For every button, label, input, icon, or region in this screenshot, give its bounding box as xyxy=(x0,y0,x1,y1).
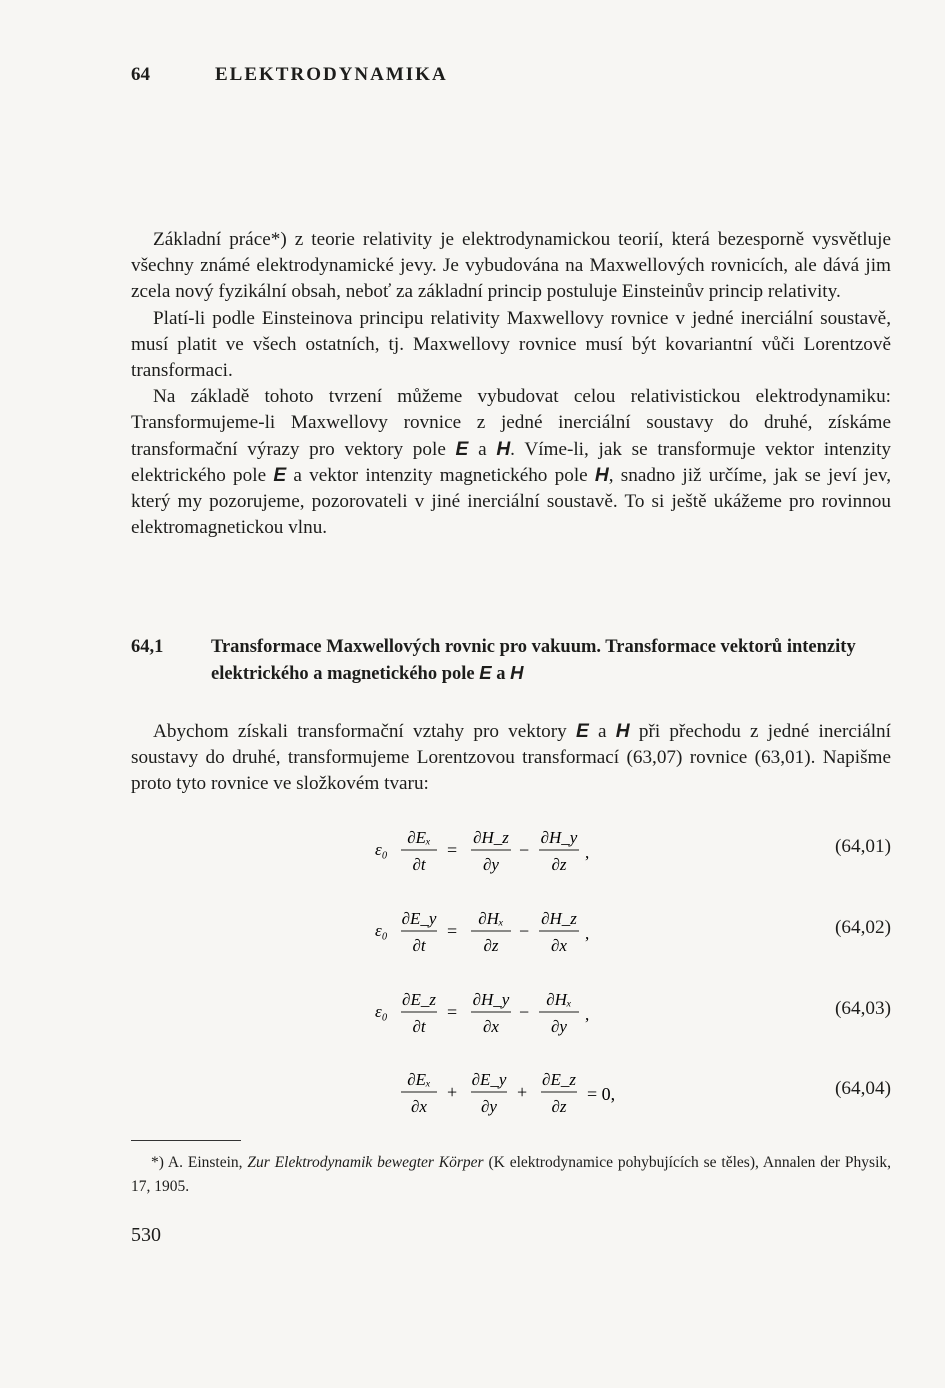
trailing-comma: , xyxy=(585,1005,590,1024)
lead-paragraph xyxy=(131,719,891,798)
equation-number: (64,01) xyxy=(835,836,891,857)
fraction-numerator: ∂Hₓ xyxy=(546,990,572,1009)
fraction-numerator: ∂H_y xyxy=(472,990,510,1009)
section-title xyxy=(211,635,891,687)
fraction-numerator: ∂Hₓ xyxy=(478,909,504,928)
equation-64-01-formula xyxy=(371,822,631,882)
section-title-text: Transformace Maxwellových rovnic pro vakuum. Transformace vektorů intenzity elektrického a magnetického pole xyxy=(211,637,856,684)
section-heading xyxy=(131,635,891,687)
fraction-denominator: ∂z xyxy=(551,855,567,874)
vector-h: H xyxy=(594,464,609,486)
fraction-numerator: ∂Eₓ xyxy=(407,828,431,847)
lead-text-a: Abychom získali transformační vztahy pro vektory xyxy=(153,721,576,742)
equation-64-02-formula xyxy=(371,903,631,963)
folio-page-number: 530 xyxy=(131,1224,161,1246)
equation-64-03-formula xyxy=(371,984,631,1044)
fraction-denominator: ∂y xyxy=(483,855,499,874)
paragraph-2: Platí-li podle Einsteinova principu relativity Maxwellovy rovnice v jedné inerciální soustavě, musí platit ve všech ostatních, tj. Maxwellovy rovnice musí být kovariantní vůči Lorentzově transformaci. xyxy=(131,307,891,382)
equation-number: (64,03) xyxy=(835,998,891,1019)
equation-64-04 xyxy=(131,1064,891,1124)
paragraph-1: Základní práce*) z teorie relativity je elektrodynamickou teorií, která bezesporně vysvětluje všechny známé elektrodynamické jevy. Je vybudována na Maxwellových rovnicích, ale dává jim zcela nový fyzikální obsah, neboť za základní princip postuluje Einsteinův princip relativity. xyxy=(131,229,891,303)
epsilon-symbol: ε₀ xyxy=(375,840,388,859)
intro-text xyxy=(131,227,891,541)
fraction-denominator: ∂x xyxy=(483,1017,499,1036)
fraction-numerator: ∂H_y xyxy=(540,828,578,847)
vector-h: H xyxy=(615,721,630,742)
equation-64-02 xyxy=(131,903,891,963)
vector-e: E xyxy=(479,662,492,683)
conjunction: a xyxy=(491,664,511,684)
fraction-denominator: ∂t xyxy=(412,936,426,955)
footnote-work-title: Zur Elektrodynamik bewegter Körper xyxy=(247,1154,484,1171)
footnote-marker: *) A. Einstein, xyxy=(151,1154,248,1171)
fraction-numerator: ∂H_z xyxy=(541,909,577,928)
lead-text xyxy=(131,719,891,798)
equation-64-03 xyxy=(131,984,891,1044)
running-head-title: ELEKTRODYNAMIKA xyxy=(215,64,448,85)
footnote-text: (K elektrodynamice pohybujících se těles), Annalen der Physik, 17, 1905. xyxy=(131,1154,891,1195)
conjunction: a xyxy=(468,438,497,460)
plus-sign: + xyxy=(517,1082,528,1102)
conjunction: a xyxy=(588,721,616,742)
section-number: 64,1 xyxy=(131,637,164,657)
fraction-denominator: ∂x xyxy=(411,1097,427,1116)
vector-h: H xyxy=(510,662,524,683)
paragraph-3-text-d: , snadno již určíme, jak se jeví jev, který my pozorujeme, pozorovateli v jiné inerciální soustavě. To si ještě ukážeme pro rovinnou elektromagnetickou vlnu. xyxy=(131,464,892,539)
running-head-page-number: 64 xyxy=(131,64,150,85)
paragraph-3-text-c: a vektor intenzity magnetického pole xyxy=(286,464,595,486)
fraction-numerator: ∂E_z xyxy=(402,990,436,1009)
fraction-numerator: ∂E_z xyxy=(542,1070,576,1089)
fraction-denominator: ∂y xyxy=(551,1017,567,1036)
lead-text-b: při přechodu z jedné inerciální soustavy do druhé, transformujeme Lorentzovou transformací (63,07) rovnice (63,01). Napišme proto tyto rovnice ve složkovém tvaru: xyxy=(131,721,891,795)
fraction-denominator: ∂x xyxy=(551,936,567,955)
fraction-denominator: ∂z xyxy=(483,936,499,955)
equation-number: (64,02) xyxy=(835,917,891,938)
trailing-comma: , xyxy=(585,843,590,862)
epsilon-symbol: ε₀ xyxy=(375,921,388,940)
operator: − xyxy=(519,921,530,941)
plus-sign: + xyxy=(447,1082,458,1102)
equals-sign: = xyxy=(447,921,458,941)
equation-number: (64,04) xyxy=(835,1078,891,1099)
fraction-denominator: ∂y xyxy=(481,1097,497,1116)
vector-e: E xyxy=(455,438,469,460)
footnote-rule xyxy=(131,1140,241,1141)
paragraph-3 xyxy=(131,384,891,541)
equation-rhs: = 0, xyxy=(587,1084,616,1104)
equation-64-01 xyxy=(131,822,891,882)
fraction-denominator: ∂t xyxy=(412,855,426,874)
paragraph-3-text-a: Na základě tohoto tvrzení můžeme vybudovat celou relativistickou elektrodynamiku: Transformujeme-li Maxwellovy rovnice z jedné inerciální soustavy do druhé, získáme transformační výrazy pro vektory pole xyxy=(131,386,891,460)
equals-sign: = xyxy=(447,1002,458,1022)
running-head xyxy=(131,64,448,86)
fraction-denominator: ∂z xyxy=(551,1097,567,1116)
fraction-numerator: ∂E_y xyxy=(401,909,437,928)
vector-e: E xyxy=(576,721,589,742)
footnote xyxy=(131,1151,891,1199)
vector-e: E xyxy=(273,464,287,486)
operator: − xyxy=(519,840,530,860)
trailing-comma: , xyxy=(585,924,590,943)
fraction-numerator: ∂H_z xyxy=(473,828,509,847)
equation-64-04-formula xyxy=(371,1064,651,1124)
paragraph-3-text-b: . Víme-li, jak se transformuje vektor intenzity elektrického pole xyxy=(131,438,891,486)
fraction-denominator: ∂t xyxy=(412,1017,426,1036)
fraction-numerator: ∂Eₓ xyxy=(407,1070,431,1089)
vector-h: H xyxy=(496,438,511,460)
operator: − xyxy=(519,1002,530,1022)
fraction-numerator: ∂E_y xyxy=(471,1070,507,1089)
equals-sign: = xyxy=(447,840,458,860)
epsilon-symbol: ε₀ xyxy=(375,1002,388,1021)
